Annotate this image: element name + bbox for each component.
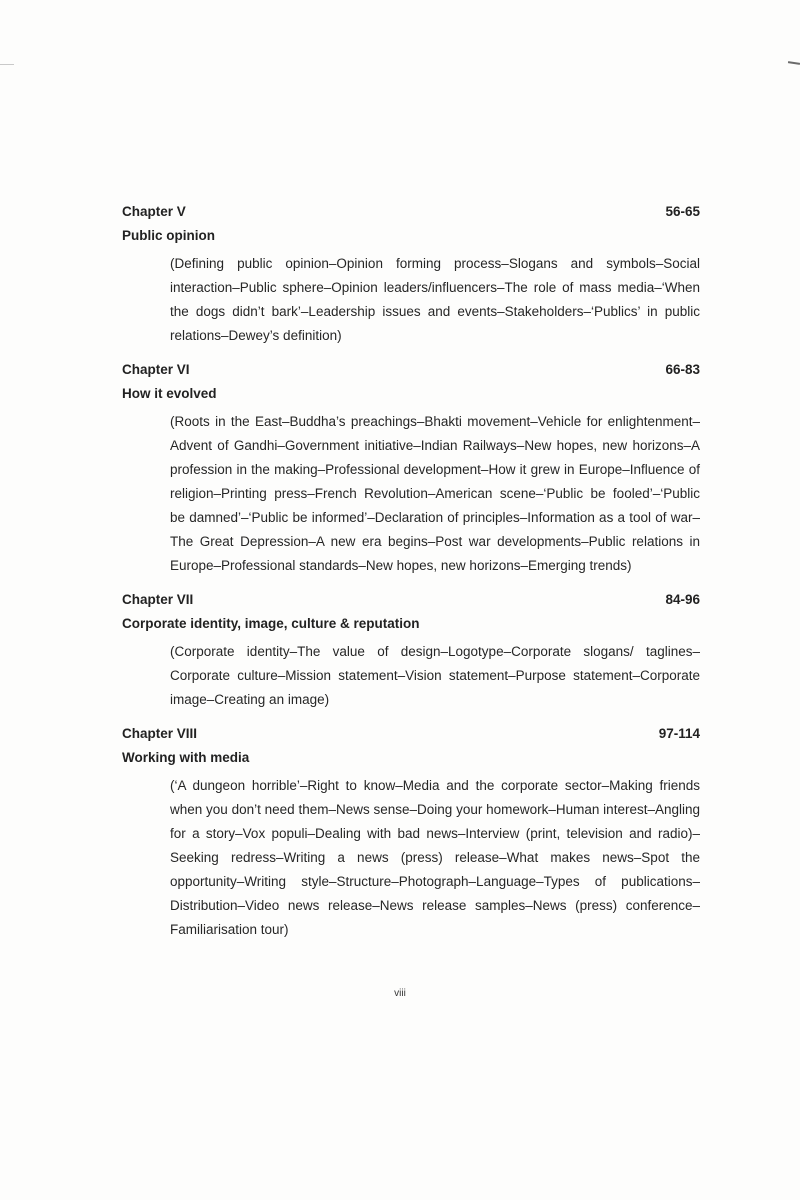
chapter-entry-v [122,200,700,348]
chapter-entry-viii [122,722,700,942]
chapter-description: (Roots in the East–Buddha’s preachings–Bhakti movement–Vehicle for enlightenment–Advent of Gandhi–Government initiative–Indian Railways–New hopes, new horizons–A profession in the making–Professional development–How it grew in Europe–Influence of religion–Printing press–French Revolution–American scene–‘Public be fooled’–‘Public be damned’–‘Public be informed’–Declaration of principles–Information as a tool of war–The Great Depression–A new era begins–Post war developments–Public relations in Europe–Professional standards–New hopes, new horizons–Emerging trends) [170,414,700,573]
chapter-title: Corporate identity, image, culture & reputation [122,616,420,631]
chapter-heading-row [122,588,700,612]
chapter-title: Public opinion [122,228,215,243]
chapter-page-range: 66-83 [665,362,700,377]
scan-edge-mark-left [0,64,14,65]
chapter-entry-vii [122,588,700,712]
chapter-label: Chapter VIII [122,726,198,741]
chapter-page-range: 56-65 [665,204,700,219]
chapter-description: (‘A dungeon horrible’–Right to know–Media and the corporate sector–Making friends when you don’t need them–News sense–Doing your homework–Human interest–Angling for a story–Vox populi–Dealing with bad news–Interview (print, television and radio)–Seeking redress–Writing a news (press) release–What makes news–Spot the opportunity–Writing style–Structure–Photograph–Language–Types of publications–Distribution–Video news release–News release samples–News (press) conference–Familiarisation tour) [170,778,700,937]
chapter-heading-row [122,200,700,224]
chapter-label: Chapter V [122,204,186,219]
chapter-page-range: 97-114 [658,726,700,741]
chapter-title: How it evolved [122,386,217,401]
chapter-label: Chapter VII [122,592,194,607]
chapter-entry-vi [122,358,700,578]
table-of-contents [122,200,700,942]
chapter-description: (Corporate identity–The value of design–Logotype–Corporate slogans/ taglines–Corporate culture–Mission statement–Vision statement–Purpose statement–Corporate image–Creating an image) [170,644,700,707]
scan-edge-mark-right [788,61,800,65]
page-number: viii [394,988,406,999]
chapter-label: Chapter VI [122,362,190,377]
chapter-heading-row [122,722,700,746]
chapter-heading-row [122,358,700,382]
chapter-description: (Defining public opinion–Opinion forming process–Slogans and symbols–Social interaction–Public sphere–Opinion leaders/influencers–The role of mass media–‘When the dogs didn’t bark’–Leadership issues and events–Stakeholders–‘Publics’ in public relations–Dewey’s definition) [170,256,700,343]
chapter-page-range: 84-96 [665,592,700,607]
chapter-title: Working with media [122,750,250,765]
